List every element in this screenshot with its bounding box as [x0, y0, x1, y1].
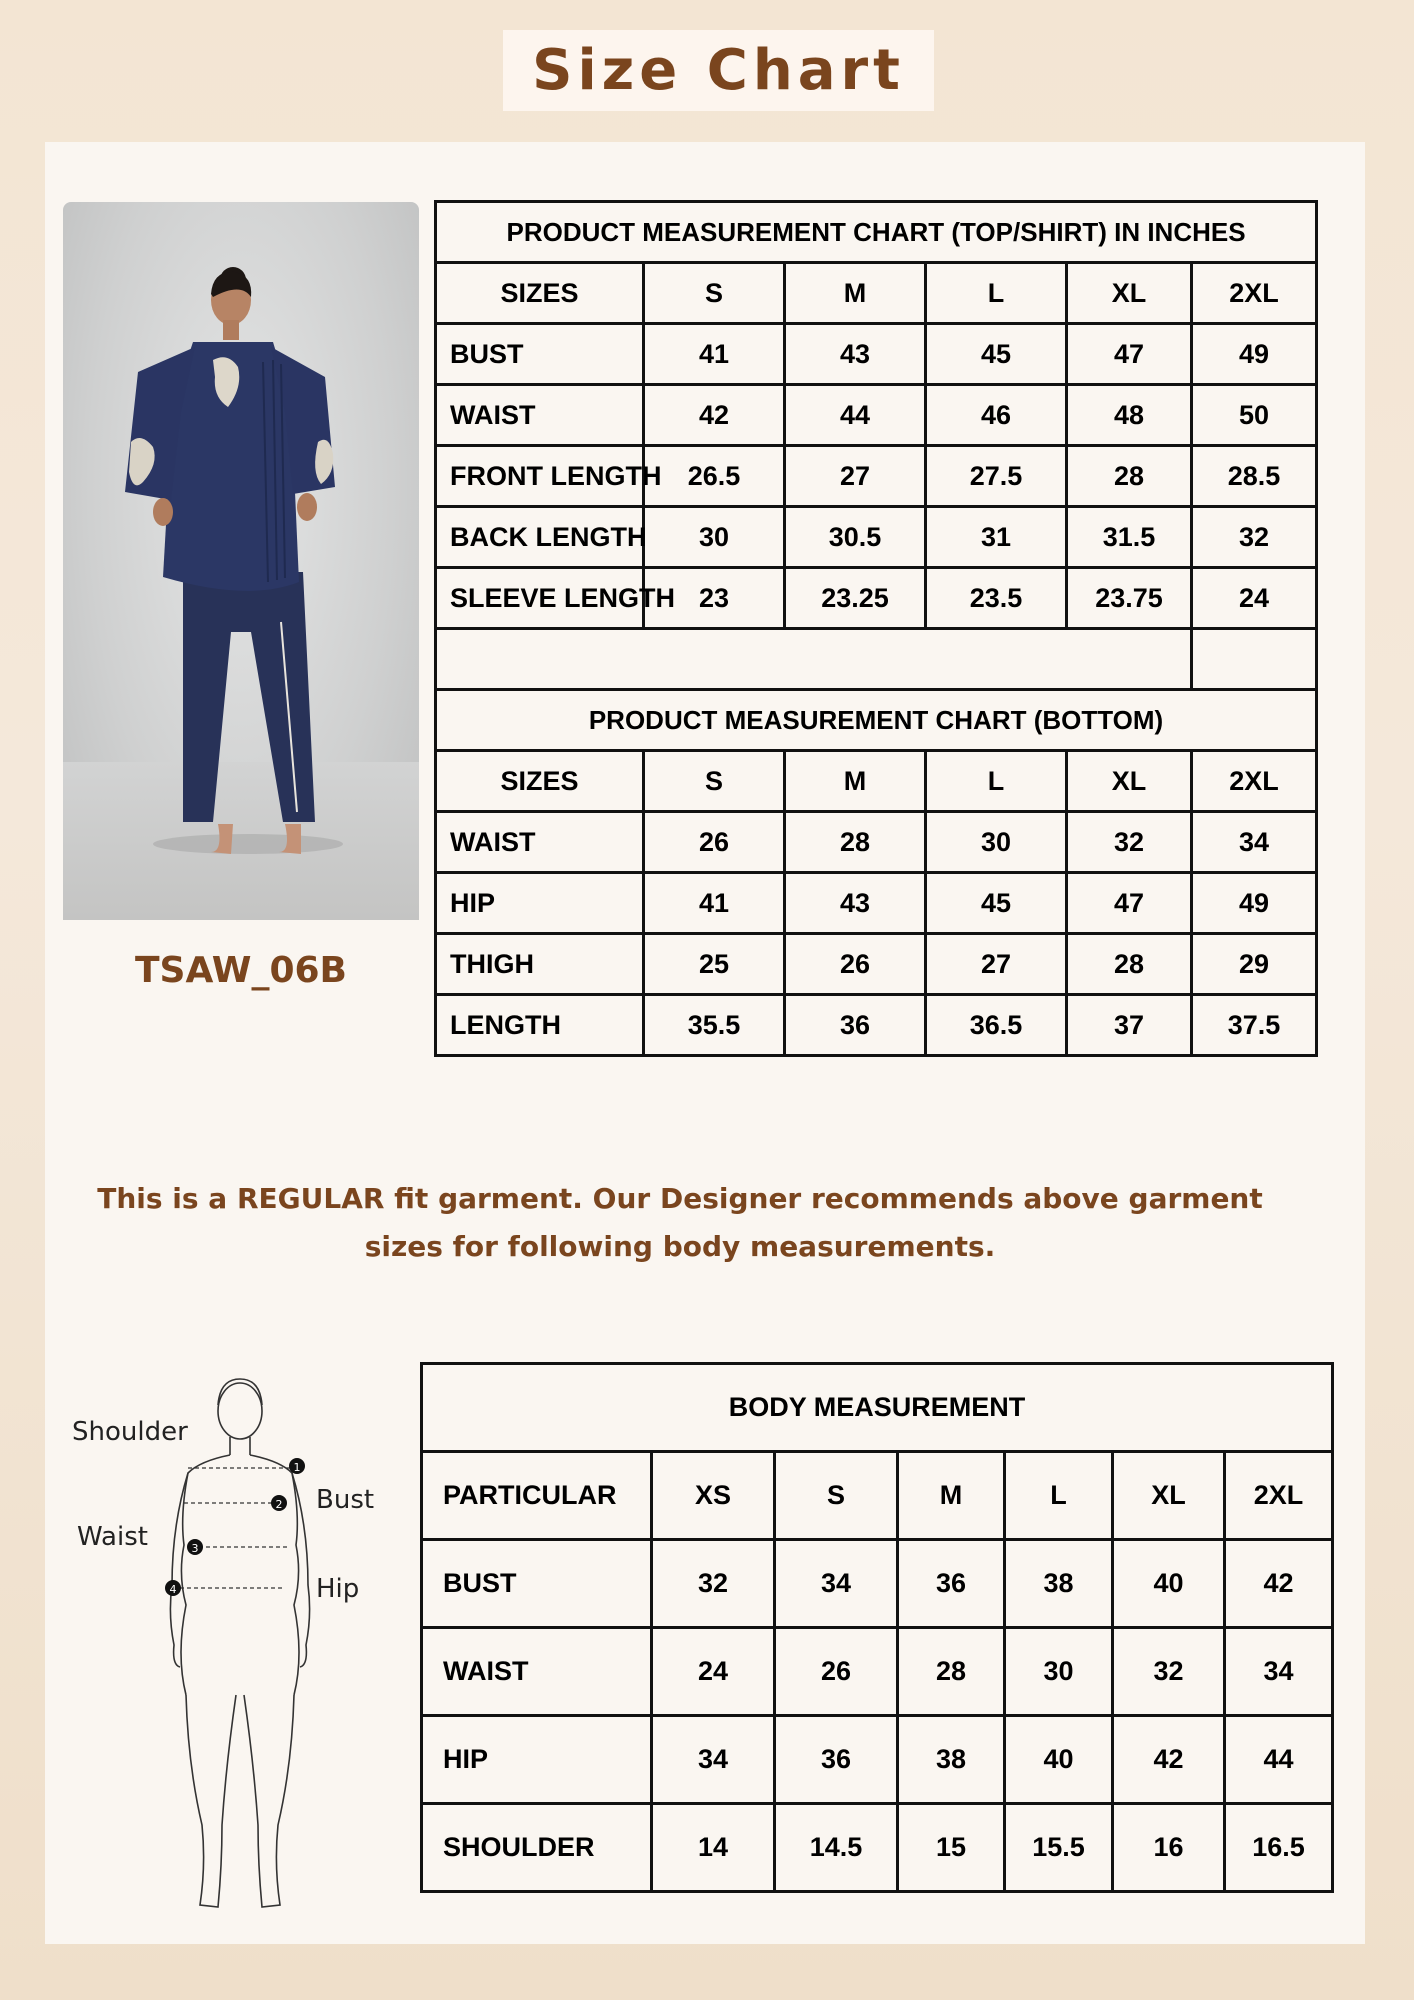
table-cell: 26 [775, 1628, 898, 1716]
fit-note-line-1: This is a REGULAR fit garment. Our Designer recommends above garment [97, 1182, 1263, 1215]
marker-2 [271, 1495, 287, 1511]
row-label: SLEEVE LENGTH [436, 568, 644, 629]
header-cell: S [775, 1452, 898, 1540]
table-row [436, 812, 1317, 873]
row-label: HIP [422, 1716, 652, 1804]
table-cell: 42 [1113, 1716, 1225, 1804]
table-cell: 47 [1067, 873, 1192, 934]
table-cell: 36 [898, 1540, 1005, 1628]
table-cell: 23.5 [926, 568, 1067, 629]
row-label: LENGTH [436, 995, 644, 1056]
body-measurement-table [420, 1362, 1334, 1893]
header-cell: XS [652, 1452, 775, 1540]
header-cell: XL [1067, 263, 1192, 324]
table-cell: 26.5 [644, 446, 785, 507]
row-label: BUST [436, 324, 644, 385]
header-cell: SIZES [436, 751, 644, 812]
table-cell: 32 [1192, 507, 1317, 568]
table-cell: 26 [785, 934, 926, 995]
table-header-row [422, 1452, 1333, 1540]
table-cell: 35.5 [644, 995, 785, 1056]
table-cell: 16.5 [1225, 1804, 1333, 1892]
table-row [422, 1540, 1333, 1628]
marker-4-text: 4 [169, 1583, 177, 1596]
table-cell: 30 [644, 507, 785, 568]
row-label: FRONT LENGTH [436, 446, 644, 507]
table-cell: 34 [652, 1716, 775, 1804]
table-cell: 31 [926, 507, 1067, 568]
table-title-row [436, 690, 1317, 751]
table-header-row [436, 263, 1317, 324]
product-photo [63, 202, 419, 920]
model-wearing-outfit-image [63, 202, 419, 920]
row-label: BUST [422, 1540, 652, 1628]
table-cell: 36 [785, 995, 926, 1056]
table-row [436, 873, 1317, 934]
marker-4 [165, 1580, 181, 1596]
bottom-chart-title: PRODUCT MEASUREMENT CHART (BOTTOM) [436, 690, 1317, 751]
table-cell: 42 [644, 385, 785, 446]
top-chart-title: PRODUCT MEASUREMENT CHART (TOP/SHIRT) IN INCHES [436, 202, 1317, 263]
empty-spacer-row [436, 629, 1317, 690]
label-waist: Waist [77, 1522, 148, 1552]
header-cell: L [926, 263, 1067, 324]
table-cell: 44 [1225, 1716, 1333, 1804]
product-measurement-table [434, 200, 1318, 1057]
body-measurement-figure [60, 1365, 400, 1925]
table-cell: 15.5 [1005, 1804, 1113, 1892]
table-cell: 41 [644, 324, 785, 385]
table-cell: 24 [1192, 568, 1317, 629]
table-cell: 40 [1005, 1716, 1113, 1804]
table-cell: 29 [1192, 934, 1317, 995]
table-cell: 45 [926, 873, 1067, 934]
table-cell: 34 [775, 1540, 898, 1628]
header-cell: SIZES [436, 263, 644, 324]
header-cell: L [926, 751, 1067, 812]
row-label: HIP [436, 873, 644, 934]
table-cell: 30 [1005, 1628, 1113, 1716]
marker-1 [289, 1458, 305, 1474]
table-row [436, 446, 1317, 507]
table-cell: 23.25 [785, 568, 926, 629]
table-cell: 34 [1225, 1628, 1333, 1716]
table-cell: 42 [1225, 1540, 1333, 1628]
row-label: BACK LENGTH [436, 507, 644, 568]
empty-cell [1192, 629, 1317, 690]
table-cell: 28 [898, 1628, 1005, 1716]
table-cell: 24 [652, 1628, 775, 1716]
table-cell: 46 [926, 385, 1067, 446]
table-cell: 27.5 [926, 446, 1067, 507]
row-label: THIGH [436, 934, 644, 995]
table-cell: 44 [785, 385, 926, 446]
table-row [436, 324, 1317, 385]
header-cell: XL [1113, 1452, 1225, 1540]
table-cell: 50 [1192, 385, 1317, 446]
label-hip: Hip [316, 1574, 360, 1604]
table-cell: 36.5 [926, 995, 1067, 1056]
table-cell: 36 [775, 1716, 898, 1804]
table-cell: 30.5 [785, 507, 926, 568]
table-cell: 49 [1192, 324, 1317, 385]
table-cell: 23.75 [1067, 568, 1192, 629]
fit-note [60, 1175, 1300, 1271]
table-row [436, 934, 1317, 995]
table-cell: 49 [1192, 873, 1317, 934]
body-outline-icon [60, 1365, 400, 1925]
table-cell: 14.5 [775, 1804, 898, 1892]
table-cell: 15 [898, 1804, 1005, 1892]
table-cell: 25 [644, 934, 785, 995]
row-label: WAIST [436, 812, 644, 873]
header-cell: 2XL [1192, 751, 1317, 812]
table-cell: 27 [926, 934, 1067, 995]
table-row [422, 1628, 1333, 1716]
header-cell: M [785, 263, 926, 324]
product-code: TSAW_06B [135, 950, 347, 991]
marker-3-text: 3 [191, 1542, 199, 1555]
table-cell: 28 [785, 812, 926, 873]
table-title-row [436, 202, 1317, 263]
table-cell: 26 [644, 812, 785, 873]
table-row [422, 1804, 1333, 1892]
empty-cell [436, 629, 1192, 690]
table-cell: 31.5 [1067, 507, 1192, 568]
header-cell: 2XL [1225, 1452, 1333, 1540]
table-cell: 14 [652, 1804, 775, 1892]
table-row [436, 507, 1317, 568]
label-shoulder: Shoulder [72, 1417, 188, 1447]
table-cell: 38 [898, 1716, 1005, 1804]
page-title: Size Chart [532, 38, 905, 103]
table-cell: 16 [1113, 1804, 1225, 1892]
header-cell: 2XL [1192, 263, 1317, 324]
table-cell: 34 [1192, 812, 1317, 873]
table-cell: 32 [652, 1540, 775, 1628]
table-header-row [436, 751, 1317, 812]
label-bust: Bust [316, 1485, 375, 1515]
table-row [436, 995, 1317, 1056]
table-cell: 43 [785, 324, 926, 385]
body-chart-title: BODY MEASUREMENT [422, 1364, 1333, 1452]
table-title-row [422, 1364, 1333, 1452]
table-cell: 37.5 [1192, 995, 1317, 1056]
fit-note-line-2: sizes for following body measurements. [364, 1230, 996, 1263]
table-row [422, 1716, 1333, 1804]
table-cell: 32 [1113, 1628, 1225, 1716]
table-row [436, 568, 1317, 629]
table-cell: 41 [644, 873, 785, 934]
header-cell: M [898, 1452, 1005, 1540]
header-cell: S [644, 751, 785, 812]
header-cell: S [644, 263, 785, 324]
row-label: SHOULDER [422, 1804, 652, 1892]
table-cell: 47 [1067, 324, 1192, 385]
header-cell: L [1005, 1452, 1113, 1540]
table-cell: 28 [1067, 934, 1192, 995]
table-cell: 38 [1005, 1540, 1113, 1628]
table-row [436, 385, 1317, 446]
table-cell: 28.5 [1192, 446, 1317, 507]
table-cell: 48 [1067, 385, 1192, 446]
title-banner [503, 30, 934, 111]
table-cell: 37 [1067, 995, 1192, 1056]
table-cell: 28 [1067, 446, 1192, 507]
table-cell: 43 [785, 873, 926, 934]
header-cell: M [785, 751, 926, 812]
row-label: WAIST [436, 385, 644, 446]
table-cell: 30 [926, 812, 1067, 873]
table-cell: 40 [1113, 1540, 1225, 1628]
marker-3 [187, 1539, 203, 1555]
table-cell: 27 [785, 446, 926, 507]
marker-2-text: 2 [275, 1498, 283, 1511]
header-cell: PARTICULAR [422, 1452, 652, 1540]
table-cell: 23 [644, 568, 785, 629]
marker-1-text: 1 [293, 1461, 301, 1474]
row-label: WAIST [422, 1628, 652, 1716]
table-cell: 32 [1067, 812, 1192, 873]
header-cell: XL [1067, 751, 1192, 812]
table-cell: 45 [926, 324, 1067, 385]
